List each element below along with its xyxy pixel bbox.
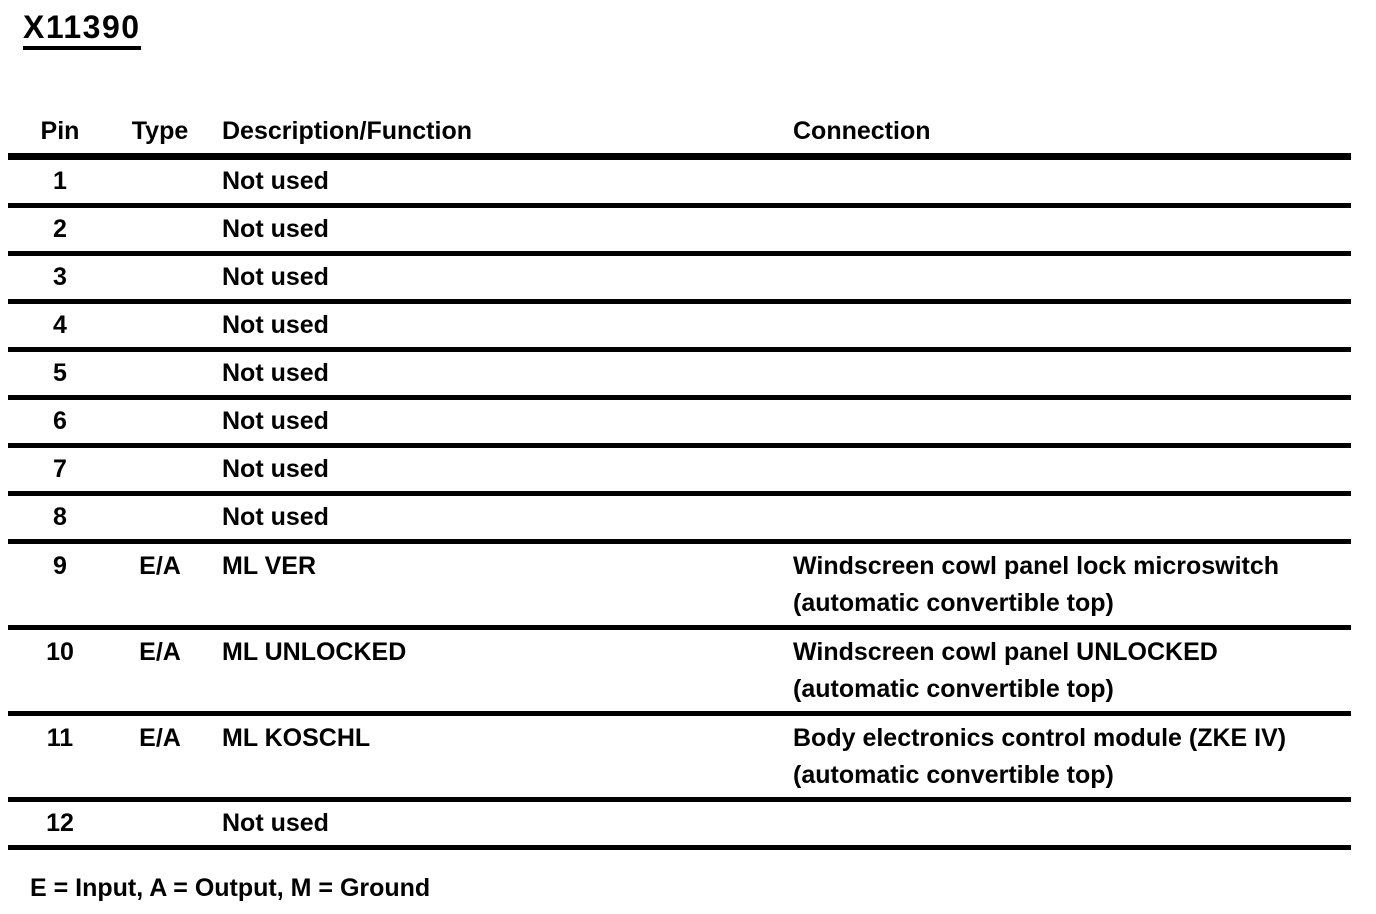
pin-cell: 5: [53, 359, 67, 387]
type-cell: [112, 259, 208, 296]
table-row: [8, 160, 1351, 208]
type-cell: [112, 451, 208, 488]
pinout-table: [8, 116, 1351, 850]
description-cell: Not used: [222, 407, 329, 435]
connection-cell: [793, 548, 1351, 622]
pin-cell: 8: [53, 503, 67, 531]
pin-cell: 7: [53, 455, 67, 483]
description-cell: ML VER: [222, 552, 316, 580]
connection-cell: [793, 403, 1351, 440]
page-title: X11390: [23, 10, 141, 50]
description-cell: Not used: [222, 455, 329, 483]
type-cell: [112, 499, 208, 536]
type-cell: E/A: [139, 552, 181, 580]
connection-cell: [793, 355, 1351, 392]
column-header-type: Type: [131, 117, 189, 145]
description-cell: Not used: [222, 263, 329, 291]
table-row: [8, 630, 1351, 716]
description-cell: Not used: [222, 503, 329, 531]
table-row: [8, 208, 1351, 256]
type-cell: [112, 211, 208, 248]
connection-line: (automatic convertible top): [793, 761, 1114, 789]
connection-cell: [793, 720, 1351, 794]
connection-cell: [793, 211, 1351, 248]
connection-line: (automatic convertible top): [793, 589, 1114, 617]
pin-cell: 1: [53, 167, 67, 195]
description-cell: Not used: [222, 167, 329, 195]
table-row: [8, 256, 1351, 304]
type-cell: [112, 805, 208, 842]
table-header-row: [8, 116, 1351, 160]
pin-cell: 3: [53, 263, 67, 291]
connection-cell: [793, 634, 1351, 708]
description-cell: ML UNLOCKED: [222, 638, 407, 666]
connection-line: Body electronics control module (ZKE IV): [793, 724, 1287, 752]
table-row: [8, 544, 1351, 630]
description-cell: Not used: [222, 311, 329, 339]
table-row: [8, 496, 1351, 544]
type-cell: [112, 403, 208, 440]
table-row: [8, 716, 1351, 802]
table-row: [8, 304, 1351, 352]
pin-cell: 4: [53, 311, 67, 339]
connection-cell: [793, 259, 1351, 296]
type-cell: E/A: [139, 724, 181, 752]
table-body: [8, 160, 1351, 850]
column-header-description: Description/Function: [222, 117, 472, 145]
connection-cell: [793, 451, 1351, 488]
table-row: [8, 400, 1351, 448]
type-legend: E = Input, A = Output, M = Ground: [30, 874, 431, 902]
table-row: [8, 352, 1351, 400]
connection-cell: [793, 805, 1351, 842]
type-cell: [112, 355, 208, 392]
column-header-connection: Connection: [793, 117, 931, 145]
connection-cell: [793, 163, 1351, 200]
type-cell: E/A: [139, 638, 181, 666]
pin-cell: 9: [53, 552, 67, 580]
description-cell: Not used: [222, 809, 329, 837]
connection-line: Windscreen cowl panel UNLOCKED: [793, 638, 1218, 666]
description-cell: Not used: [222, 215, 329, 243]
pin-cell: 12: [46, 809, 74, 837]
table-row: [8, 448, 1351, 496]
type-cell: [112, 163, 208, 200]
pin-cell: 11: [46, 724, 74, 752]
table-row: [8, 802, 1351, 850]
connection-cell: [793, 499, 1351, 536]
connection-line: Windscreen cowl panel lock microswitch: [793, 552, 1280, 580]
description-cell: Not used: [222, 359, 329, 387]
description-cell: ML KOSCHL: [222, 724, 371, 752]
column-header-pin: Pin: [40, 117, 80, 145]
pin-cell: 6: [53, 407, 67, 435]
type-cell: [112, 307, 208, 344]
connection-line: (automatic convertible top): [793, 675, 1114, 703]
pin-cell: 2: [53, 215, 67, 243]
connection-cell: [793, 307, 1351, 344]
pin-cell: 10: [46, 638, 74, 666]
